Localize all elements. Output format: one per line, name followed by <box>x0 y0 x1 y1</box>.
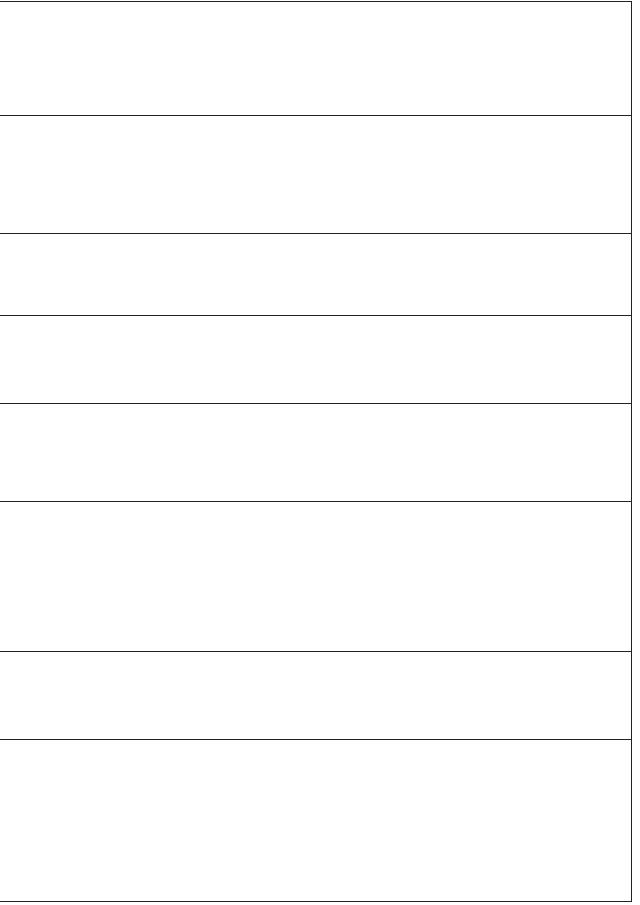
document-page <box>10 1 632 901</box>
header-pop-count-a <box>0 652 632 740</box>
header-norm-a <box>0 502 632 652</box>
header-services-a <box>0 2 632 116</box>
header-improvement-a <box>0 116 632 234</box>
header-change-a <box>0 316 632 404</box>
header-volume-a <box>0 404 632 502</box>
header-share-mo-a <box>0 740 632 902</box>
tariff-table <box>0 1 632 902</box>
header-tariff-a <box>0 234 632 316</box>
